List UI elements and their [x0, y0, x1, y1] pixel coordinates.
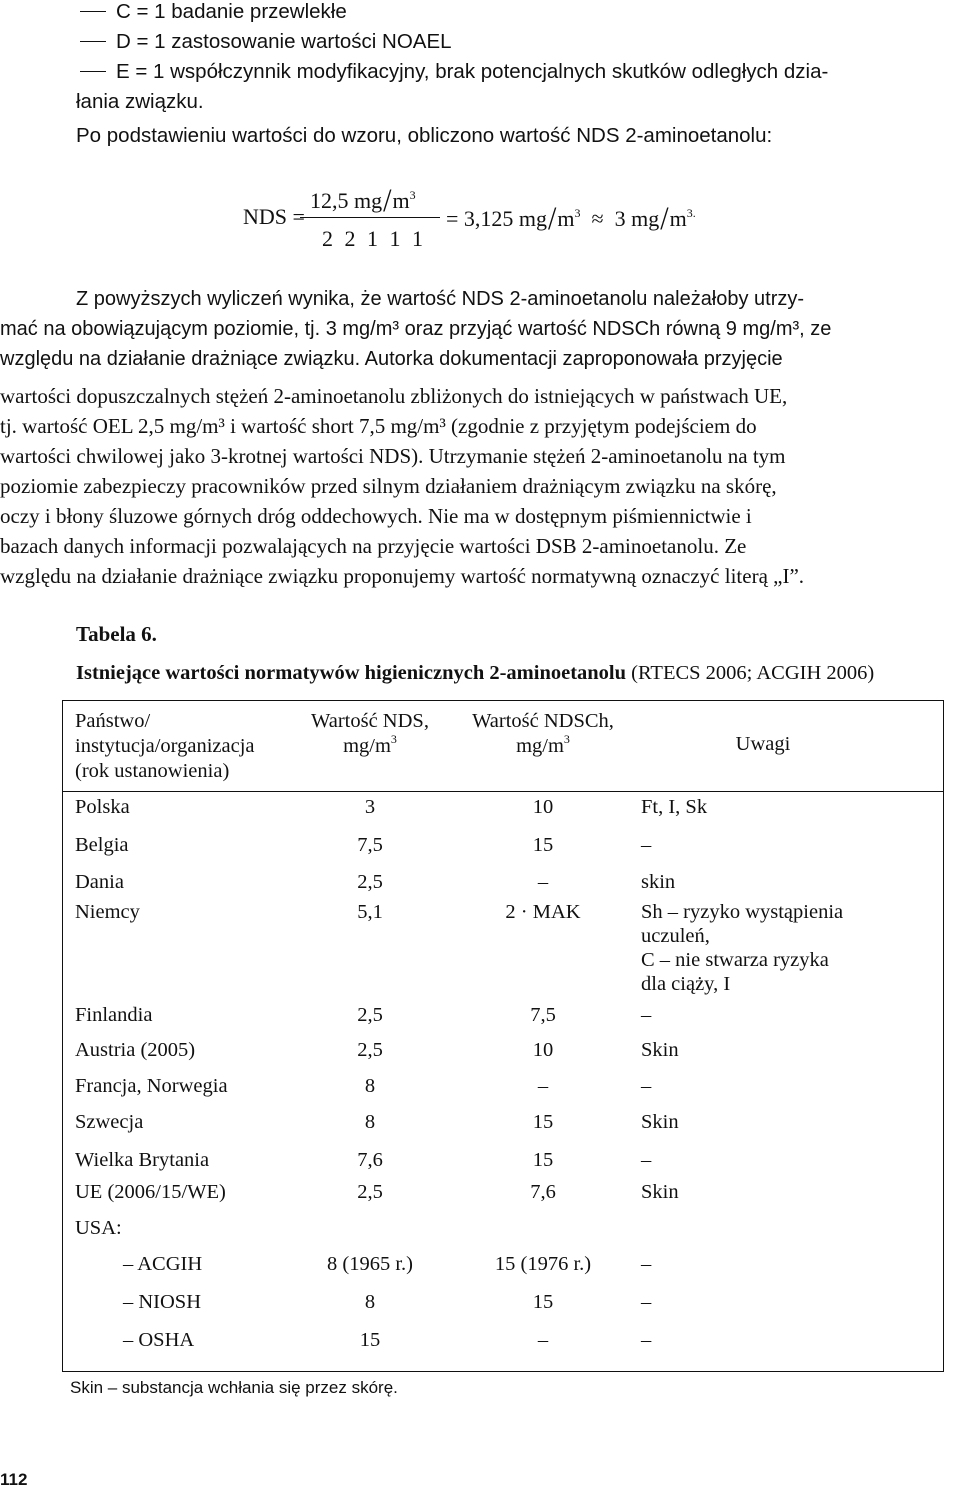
table-cell-country: – ACGIH [123, 1253, 203, 1275]
table-cell-ndsch: 2 · MAK [505, 901, 581, 923]
standards-table [62, 700, 944, 1372]
table-cell-nds: 15 [359, 1329, 381, 1351]
bullet-item-d: D = 1 zastosowanie wartości NOAEL [80, 30, 452, 54]
table-cell-ndsch: 10 [532, 796, 554, 818]
table-cell-notes: skin [641, 871, 676, 893]
table-cell-notes: Sh – ryzyko wystąpienia [641, 901, 844, 923]
table-cell-ndsch: 15 [532, 1149, 554, 1171]
table-cell-country: – NIOSH [123, 1291, 202, 1313]
table-cell-nds: 8 [364, 1291, 376, 1313]
table-cell-notes: – [641, 1075, 652, 1097]
table-cell-notes: – [641, 1149, 652, 1171]
table-cell-notes: C – nie stwarza ryzyka [641, 949, 829, 971]
table-cell-country: UE (2006/15/WE) [75, 1181, 226, 1203]
paragraph-line: względu na działanie drażniące związku proponujemy wartość normatywną oznaczyć literą „I”. [0, 564, 805, 588]
table-footnote: Skin – substancja wchłania się przez skórę. [70, 1378, 398, 1397]
header-country: Państwo/ instytucja/organizacja (rok ustanowienia) [75, 710, 255, 782]
page-number: 112 [0, 1470, 28, 1489]
header-nds: Wartość NDS, $mg/m^3$ [311, 710, 429, 757]
formula-numerator: 12,5 $mg/m^3$ [310, 182, 416, 219]
table-cell-notes: dla ciąży, I [641, 973, 731, 995]
table-label: Tabela 6. [76, 622, 157, 646]
paragraph-line: względu na działanie drażniące związku. Autorka dokumentacji zaproponowała przyjęcie [0, 348, 783, 370]
table-cell-nds: 7,6 [357, 1149, 383, 1171]
table-cell-country: – OSHA [123, 1329, 195, 1351]
table-cell-notes: uczuleń, [641, 925, 710, 947]
table-cell-country: Polska [75, 796, 130, 818]
table-cell-notes: – [641, 834, 652, 856]
table-cell-nds: 7,5 [357, 834, 383, 856]
nds-formula [0, 0, 960, 260]
header-ndsch: Wartość NDSCh, $mg/m^3$ [472, 710, 614, 757]
paragraph-line: poziomie zabezpieczy pracowników przed silnym działaniem drażniącym związku na skórę, [0, 474, 777, 498]
table-cell-nds: 5,1 [357, 901, 383, 923]
table-cell-country: Finlandia [75, 1004, 153, 1026]
formula-denominator: 2 2 1 1 1 [322, 226, 423, 251]
table-cell-ndsch: – [537, 1075, 549, 1097]
formula-result: = 3,125 $mg/m^3 \approx 3$ $mg/m^{3.}$ [446, 200, 696, 237]
table-caption: Istniejące wartości normatywów higienicznych 2-aminoetanolu (RTECS 2006; ACGIH 2006) [76, 662, 875, 684]
table-cell-nds: 8 [364, 1075, 376, 1097]
table-cell-country: Austria (2005) [75, 1039, 196, 1061]
table-cell-nds: 2,5 [357, 871, 383, 893]
table-cell-nds: 2,5 [357, 1181, 383, 1203]
table-cell-country: USA: [75, 1217, 122, 1239]
table-cell-ndsch: 15 [532, 834, 554, 856]
table-cell-ndsch: – [537, 871, 549, 893]
paragraph-line: Z powyższych wyliczeń wynika, że wartość NDS 2-aminoetanolu należałoby utrzy- [76, 288, 805, 310]
paragraph-line: tj. wartość OEL 2,5 mg/m³ i wartość short 7,5 mg/m³ (zgodnie z przyjętym podejściem do [0, 414, 757, 438]
header-separator [63, 791, 943, 792]
table-cell-notes: Skin [641, 1181, 679, 1203]
table-cell-notes: – [641, 1253, 652, 1275]
table-cell-notes: Ft, I, Sk [641, 796, 708, 818]
bullet-item-e: E = 1 współczynnik modyfikacyjny, brak potencjalnych skutków odległych dzia- [80, 60, 828, 84]
header-notes: Uwagi [735, 733, 791, 755]
table-cell-ndsch: 7,6 [530, 1181, 556, 1203]
table-cell-nds: 2,5 [357, 1004, 383, 1026]
paragraph-line: wartości dopuszczalnych stężeń 2-aminoetanolu zbliżonych do istniejących w państwach UE, [0, 384, 788, 408]
table-cell-ndsch: – [537, 1329, 549, 1351]
table-cell-notes: Skin [641, 1039, 679, 1061]
table-cell-notes: – [641, 1004, 652, 1026]
table-cell-country: Belgia [75, 834, 129, 856]
fraction-bar [300, 217, 440, 218]
paragraph-line: oczy i błony śluzowe górnych dróg oddechowych. Nie ma w dostępnym piśmiennictwie i [0, 504, 752, 528]
paragraph-line: mać na obowiązującym poziomie, tj. 3 mg/m³ oraz przyjąć wartość NDSCh równą 9 mg/m³, ze [0, 318, 832, 340]
table-cell-nds: 8 [364, 1111, 376, 1133]
paragraph-line: bazach danych informacji pozwalających na przyjęcie wartości DSB 2-aminoetanolu. Ze [0, 534, 747, 558]
bullet-item-e-continuation: łania związku. [76, 90, 204, 113]
table-cell-country: Francja, Norwegia [75, 1075, 228, 1097]
table-cell-ndsch: 7,5 [530, 1004, 556, 1026]
table-cell-country: Wielka Brytania [75, 1149, 210, 1171]
table-cell-ndsch: 10 [532, 1039, 554, 1061]
table-cell-notes: – [641, 1291, 652, 1313]
paragraph-line: wartości chwilowej jako 3-krotnej wartości NDS). Utrzymanie stężeń 2-aminoetanolu na tym [0, 444, 786, 468]
table-cell-country: Dania [75, 871, 124, 893]
table-cell-nds: 2,5 [357, 1039, 383, 1061]
formula-intro: Po podstawieniu wartości do wzoru, obliczono wartość NDS 2-aminoetanolu: [76, 124, 773, 147]
table-cell-ndsch: 15 [532, 1111, 554, 1133]
table-cell-notes: – [641, 1329, 652, 1351]
table-cell-notes: Skin [641, 1111, 679, 1133]
table-cell-ndsch: 15 (1976 r.) [494, 1253, 592, 1275]
table-cell-nds: 8 (1965 r.) [327, 1253, 413, 1275]
formula-lhs: NDS = [243, 204, 305, 229]
bullet-item-c: C = 1 badanie przewlekłe [80, 0, 347, 24]
table-cell-country: Szwecja [75, 1111, 144, 1133]
table-cell-country: Niemcy [75, 901, 140, 923]
table-cell-ndsch: 15 [532, 1291, 554, 1313]
table-cell-nds: 3 [364, 796, 376, 818]
